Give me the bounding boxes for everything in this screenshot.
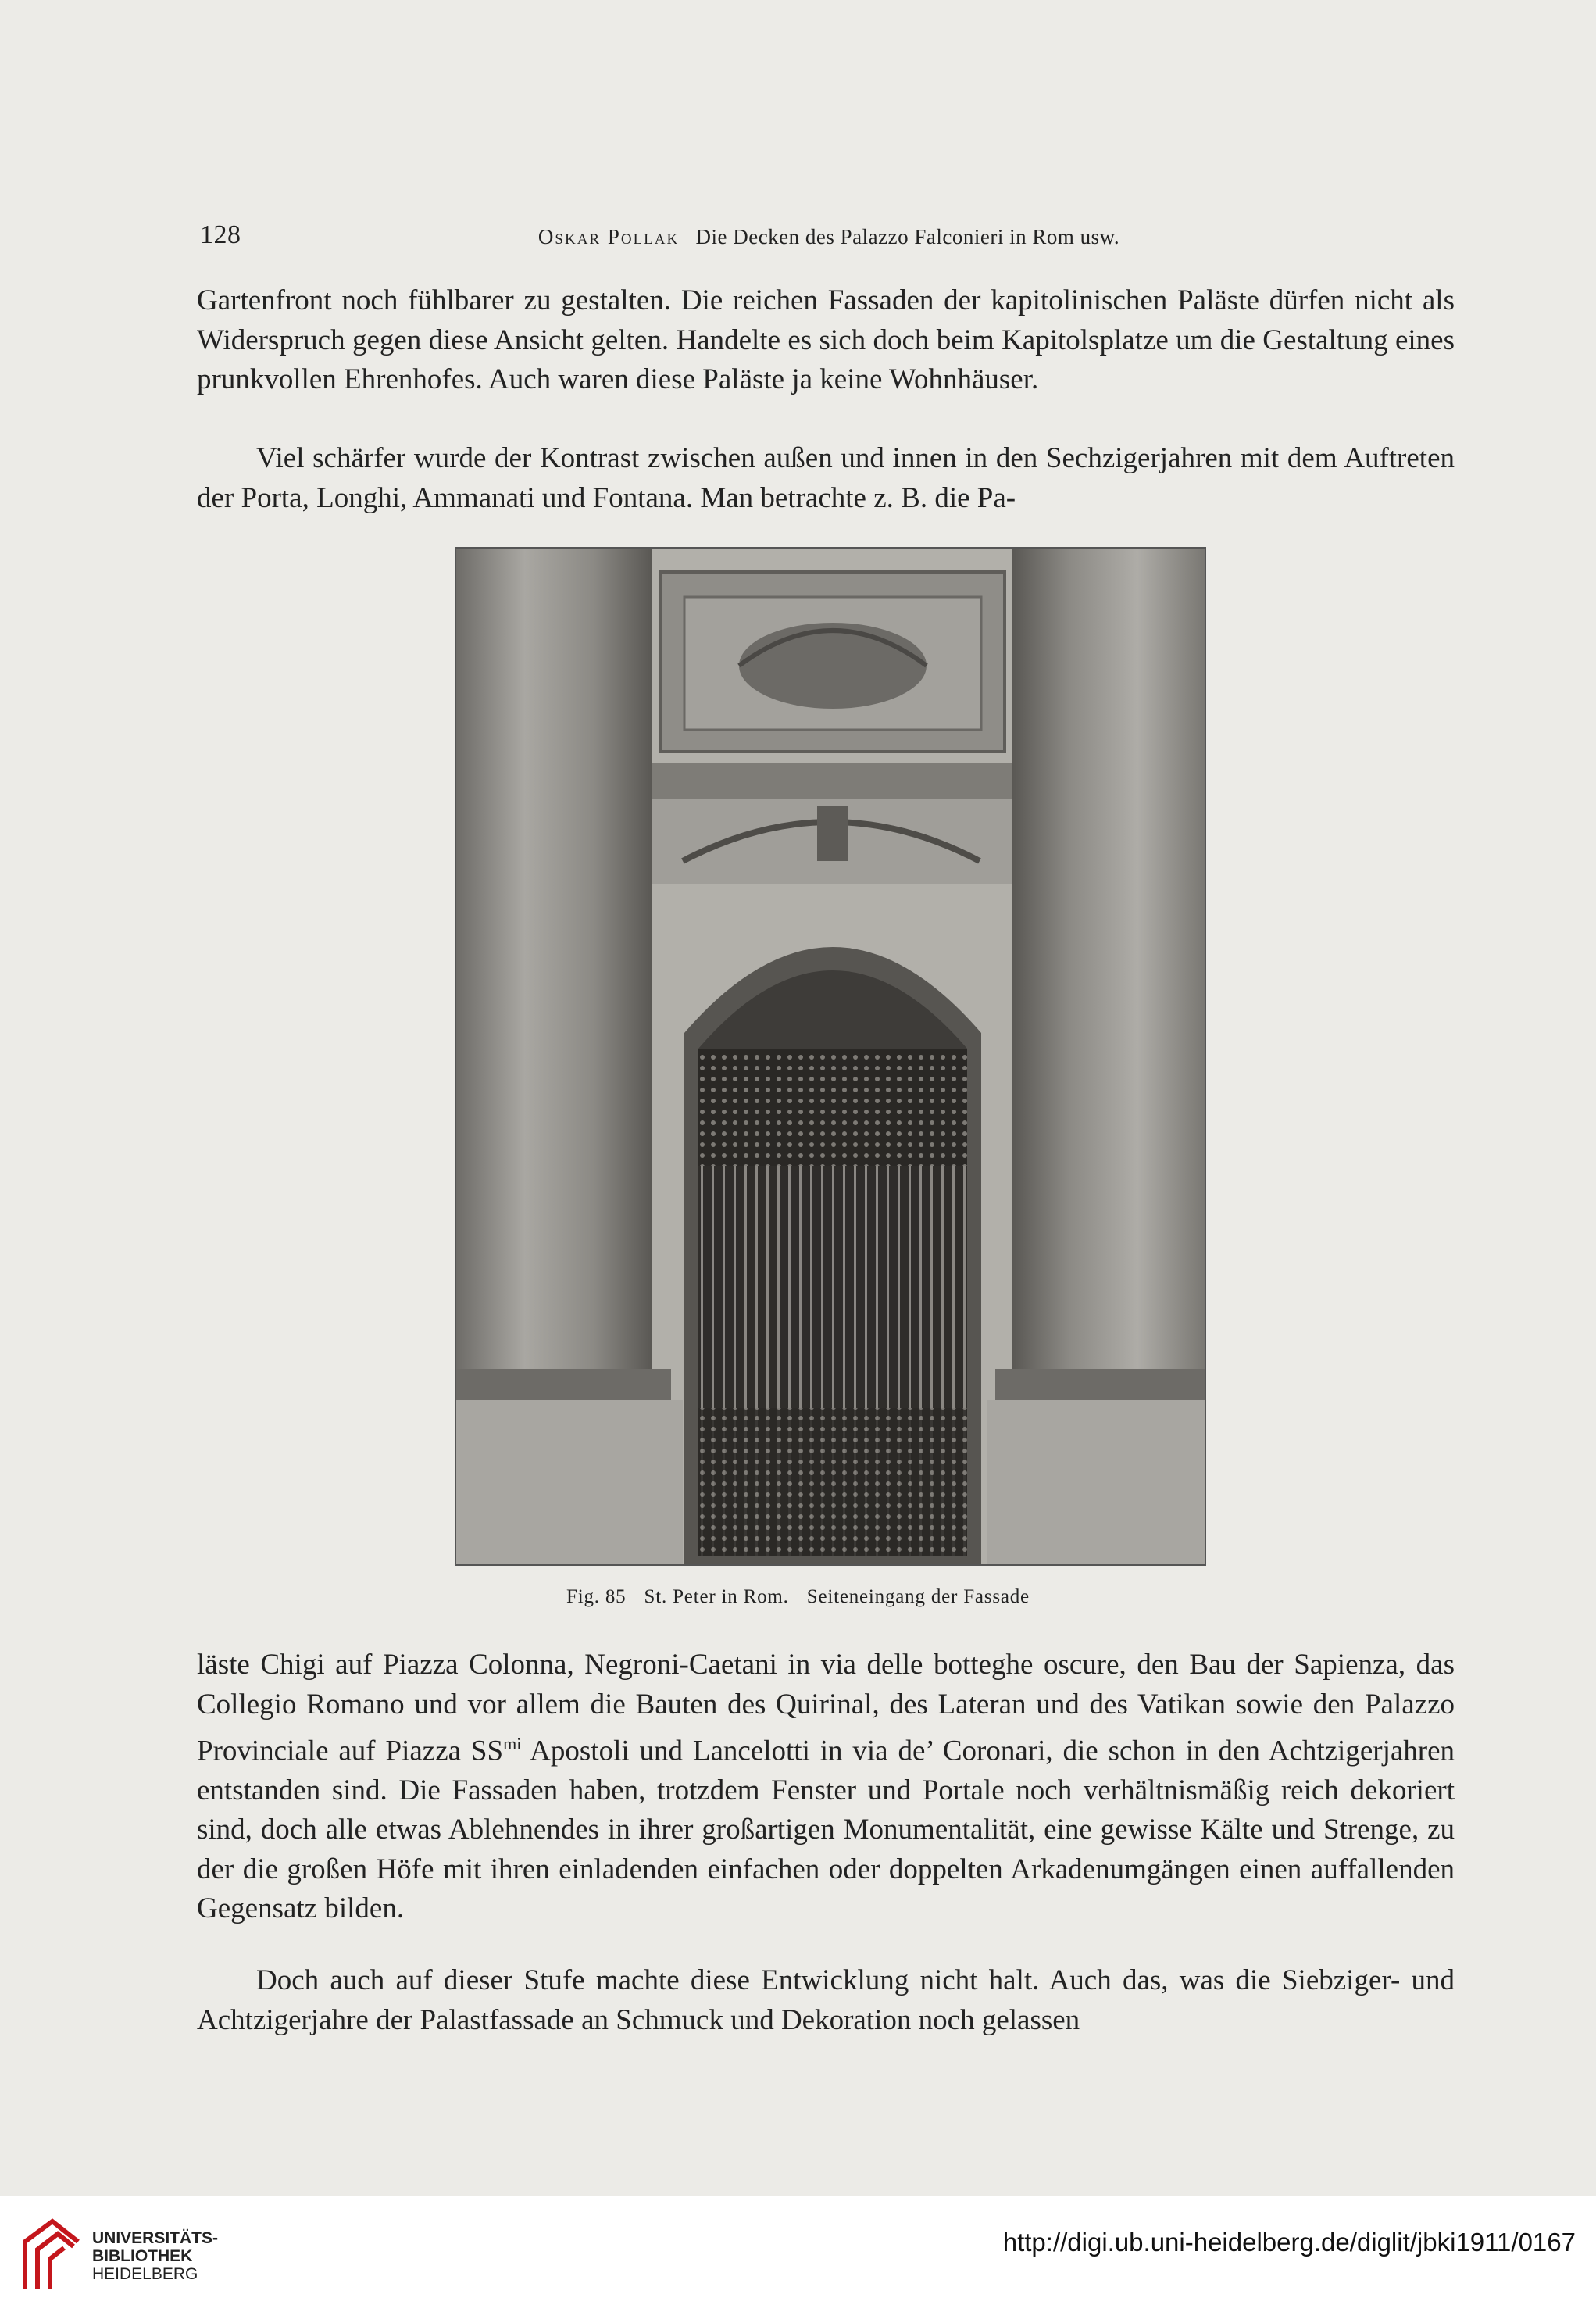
page-number: 128 [200,220,241,249]
header-author: Oskar Pollak [537,225,680,248]
library-name-line3: HEIDELBERG [92,2265,198,2283]
paragraph-2: Viel schärfer wurde der Kontrast zwischen außen und innen in den Sechzigerjahren mit dem Auftreten der Porta, Longhi, Ammanati und Fontana. Man betrachte z. B. die Pa- [197,442,1455,514]
library-logo-icon [17,2210,84,2298]
figure-caption [0,1586,1596,1608]
library-name-line1: UNIVERSITÄTS- [92,2229,219,2247]
figure-photograph [455,547,1206,1566]
paragraph-3 [197,1646,1455,1929]
figure-label: Fig. 85 [566,1586,627,1607]
paragraph-1: Gartenfront noch fühlbarer zu gestalten. Die reichen Fassaden der kapitolinischen Paläste dürfen nicht als Widerspruch gegen diese Ansicht gelten. Handelte es sich doch beim Kapitolsplatze um die Gestaltung eines prunkvollen Ehrenhofes. Auch waren diese Paläste ja keine Wohnhäuser. [197,284,1455,395]
library-name [92,2229,218,2283]
permalink-url[interactable]: http://digi.ub.uni-heidelberg.de/diglit/jbki1911/0167 [1002,2228,1576,2257]
library-footer [0,2196,1596,2312]
running-header [200,220,1458,259]
superscript-mi: mi [503,1734,522,1753]
figure-description: Seiteneingang der Fassade [806,1586,1030,1607]
doorway-photo [456,549,1205,1564]
paragraph-3-start: läste Chigi auf Piazza Colonna, Negroni-Caetani in via delle botteghe oscure, den Bau der Sapienza, das Collegio Romano und vor allem die Bauten des Quirinal, des Lateran und des Vatikan sowie den Palazzo Provinciale auf Piazza SS [197,1649,1455,1767]
paragraph-3-end: Apostoli und Lancelotti in via de’ Coronari, die schon in den Achtzigerjahren entstanden sind. Die Fassaden haben, trotzdem Fenster und Portale noch verhältnismäßig reich dekoriert sind, doch alle etwas Ablehnendes in ihrer großartigen Monumentalität, eine gewisse Kälte und Strenge, zu der die großen Höfe mit ihren einladenden einfachen oder doppelten Arkadenumgängen einen auffallenden Gegensatz bilden. [197,1735,1455,1925]
running-title [200,225,1458,249]
header-title: Die Decken des Palazzo Falconieri in Rom usw. [695,225,1120,248]
paragraph-4: Doch auch auf dieser Stufe machte diese Entwicklung nicht halt. Auch das, was die Siebziger- und Achtzigerjahre der Palastfassade an Schmuck und Dekoration noch gelassen [197,1964,1455,2036]
figure-place: St. Peter in Rom. [644,1586,789,1607]
library-name-line2: BIBLIOTHEK [92,2247,193,2265]
